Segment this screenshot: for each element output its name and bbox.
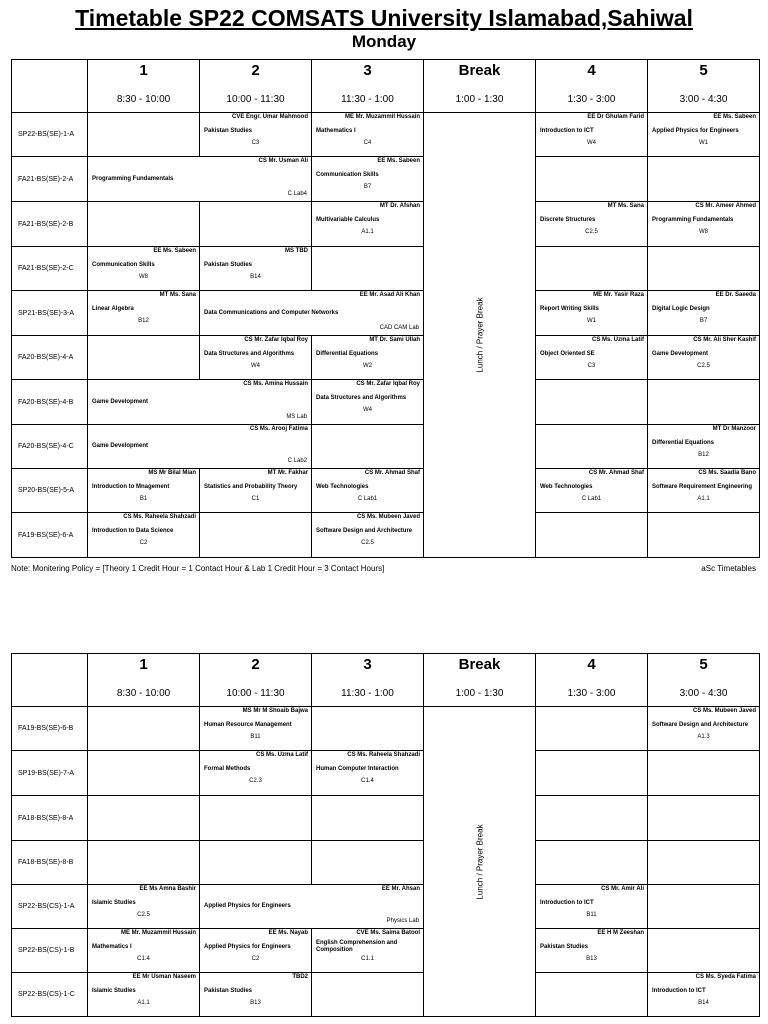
- class-label: FA21-BS(SE)-2-C: [12, 247, 88, 291]
- timetable-cell: [312, 380, 424, 425]
- timetable-cell: [536, 380, 648, 425]
- table-row: [12, 751, 760, 796]
- class-label: FA21-BS(SE)-2-B: [12, 202, 88, 247]
- cell-teacher: MS TBD: [285, 248, 308, 254]
- timetable-cell: [536, 202, 648, 247]
- cell-teacher: EE Ms Amna Bashir: [139, 886, 196, 892]
- timetable-cell: [312, 336, 424, 380]
- cell-room: B14: [698, 1000, 709, 1006]
- cell-teacher: MS Mr M Shoaib Bajwa: [242, 708, 308, 714]
- cell-teacher: EE Ms. Sabeen: [377, 158, 420, 164]
- timetable-cell: [648, 841, 760, 885]
- cell-room: B7: [699, 318, 708, 324]
- class-label: FA20-BS(SE)-4-B: [12, 380, 88, 425]
- cell-teacher: CS Mr. Ahmad Shaf: [364, 470, 420, 476]
- timetable-cell: [312, 707, 424, 751]
- cell-teacher: EE Ms. Sabeen: [153, 248, 196, 254]
- cell-subject: Linear Algebra: [92, 305, 134, 312]
- cell-room: B12: [698, 452, 709, 458]
- period-time: 3:00 - 4:30: [679, 688, 728, 699]
- table-row: [12, 247, 760, 291]
- cell-subject: Communication Skills: [92, 261, 155, 268]
- timetable-cell: [312, 113, 424, 157]
- timetable-cell: [536, 291, 648, 336]
- timetable-cell: [648, 707, 760, 751]
- cell-room: Physics Lab: [386, 918, 419, 924]
- period-time: 1:00 - 1:30: [455, 94, 504, 105]
- period-time: 10:00 - 11:30: [226, 688, 285, 699]
- cell-room: C Lab4: [287, 191, 307, 197]
- period-header: [88, 60, 200, 113]
- table-row: [12, 469, 760, 513]
- cell-subject: Game Development: [92, 399, 149, 405]
- day-title: Monday: [351, 32, 417, 51]
- cell-teacher: CS Ms. Arooj Fatima: [249, 426, 308, 432]
- class-label: FA20-BS(SE)-4-A: [12, 336, 88, 380]
- cell-room: C2.3: [249, 778, 262, 784]
- timetable-cell: [536, 841, 648, 885]
- timetable-cell: [536, 113, 648, 157]
- cell-subject: Human Computer Interaction: [316, 765, 399, 772]
- cell-teacher: ME Mr. Yasir Raza: [593, 292, 644, 298]
- cell-teacher: ME Mr. Muzammil Hussain: [344, 114, 420, 120]
- table-row: [12, 929, 760, 973]
- break-label: Lunch / Prayer Break: [475, 823, 484, 900]
- period-time: 8:30 - 10:00: [116, 94, 171, 105]
- timetable-cell: [648, 929, 760, 973]
- period-number: 2: [251, 62, 260, 79]
- timetable-monday-2: [11, 653, 760, 1017]
- cell-subject: Mathematics I: [92, 943, 132, 950]
- table-row: [12, 707, 760, 751]
- period-number: 1: [139, 656, 148, 673]
- timetable-cell: [312, 929, 424, 973]
- timetable-cell: [536, 469, 648, 513]
- cell-room: C Lab1: [357, 496, 378, 502]
- timetable-cell: [88, 513, 200, 558]
- period-time: 3:00 - 4:30: [679, 94, 728, 105]
- timetable-cell: [312, 202, 424, 247]
- cell-subject: Programming Fundamentals: [92, 176, 174, 182]
- cell-room: C2.5: [361, 540, 374, 546]
- class-label: FA21-BS(SE)-2-A: [12, 157, 88, 202]
- cell-subject: Communication Skills: [316, 171, 379, 178]
- cell-subject: Introduction to ICT: [540, 127, 594, 134]
- timetable-cell: [88, 336, 200, 380]
- class-label: SP22-BS(CS)-1-B: [12, 929, 88, 973]
- timetable-cell: [200, 291, 424, 336]
- table-row: [12, 973, 760, 1017]
- period-time: 10:00 - 11:30: [226, 94, 285, 105]
- timetable-cell: [648, 336, 760, 380]
- timetable-cell: [536, 513, 648, 558]
- class-label: FA18-BS(SE)-8-A: [12, 796, 88, 841]
- cell-teacher: CS Mr. Zafar Iqbal Roy: [356, 381, 420, 387]
- class-label: SP22-BS(SE)-1-A: [12, 113, 88, 157]
- timetable-cell: [200, 973, 312, 1017]
- cell-room: W2: [363, 363, 372, 369]
- corner-cell: [12, 654, 88, 707]
- period-header: [536, 60, 648, 113]
- period-header: [536, 654, 648, 707]
- period-number: 3: [363, 656, 372, 673]
- header-row: [12, 60, 760, 113]
- table-row: [12, 336, 760, 380]
- table-row: [12, 885, 760, 929]
- cell-room: CAD CAM Lab: [379, 325, 419, 331]
- cell-teacher: CS Ms. Uzma Latif: [255, 752, 308, 758]
- cell-subject: Islamic Studies: [92, 899, 136, 906]
- cell-teacher: ME Mr. Muzammil Hussain: [120, 930, 196, 936]
- cell-subject: Discrete Structures: [540, 216, 596, 223]
- cell-teacher: EE Ms. Sabeen: [713, 114, 756, 120]
- timetable-cell: [200, 796, 312, 841]
- period-time: 1:30 - 3:00: [567, 688, 616, 699]
- timetable-cell: [648, 380, 760, 425]
- timetable-cell: [200, 751, 312, 796]
- cell-subject: Object Oriented SE: [540, 350, 595, 357]
- timetable-cell: [200, 885, 424, 929]
- timetable-cell: [536, 336, 648, 380]
- timetable-cell: [312, 973, 424, 1017]
- cell-room: C2.5: [585, 229, 598, 235]
- timetable-cell: [312, 247, 424, 291]
- timetable-cell: [200, 247, 312, 291]
- timetable-cell: [88, 973, 200, 1017]
- cell-subject: Applied Physics for Engineers: [204, 903, 291, 909]
- cell-teacher: EE H M Zeeshan: [597, 930, 644, 936]
- timetable-cell: [88, 707, 200, 751]
- cell-teacher: EE Dr. Saeeda: [715, 292, 756, 298]
- cell-subject: Human Resource Management: [204, 721, 292, 728]
- asc-credit: aSc Timetables: [701, 564, 756, 573]
- class-label: SP21-BS(SE)-3-A: [12, 291, 88, 336]
- cell-subject: Digital Logic Design: [652, 305, 710, 312]
- period-time: 11:30 - 1:00: [341, 688, 394, 699]
- cell-subject: Applied Physics for Engineers: [652, 127, 739, 134]
- cell-room: W8: [699, 229, 708, 235]
- cell-room: A1.3: [697, 734, 710, 740]
- cell-subject: Pakistan Studies: [540, 943, 589, 950]
- class-label: SP19-BS(SE)-7-A: [12, 751, 88, 796]
- timetable-cell: [648, 469, 760, 513]
- period-number: Break: [458, 62, 501, 79]
- timetable-cell: [200, 841, 312, 885]
- cell-room: W4: [363, 407, 372, 413]
- page-title: Timetable SP22 COMSATS University Islamabad,Sahiwal: [75, 5, 693, 31]
- cell-subject: Mathematics I: [316, 127, 356, 134]
- cell-teacher: MT Dr Manzoor: [712, 426, 756, 432]
- table-row: [12, 157, 760, 202]
- timetable-cell: [88, 841, 200, 885]
- timetable-cell: [88, 291, 200, 336]
- timetable-cell: [648, 202, 760, 247]
- cell-room: C3: [587, 363, 596, 369]
- period-number: 4: [587, 656, 596, 673]
- cell-room: C1.4: [137, 956, 150, 962]
- cell-room: W8: [139, 274, 148, 280]
- cell-subject: Software Design and Architecture: [316, 527, 413, 534]
- period-header: [200, 60, 312, 113]
- timetable-cell: [88, 113, 200, 157]
- class-label: SP20-BS(SE)-5-A: [12, 469, 88, 513]
- cell-teacher: CS Ms. Raheela Shahzadi: [123, 514, 196, 520]
- cell-room: C2: [139, 540, 148, 546]
- timetable-cell: [536, 247, 648, 291]
- cell-teacher: TBD2: [292, 974, 308, 980]
- cell-room: B12: [138, 318, 149, 324]
- timetable-cell: [312, 841, 424, 885]
- cell-subject: Differential Equations: [652, 439, 715, 446]
- table-row: [12, 113, 760, 157]
- class-label: FA19-BS(SE)-6-B: [12, 707, 88, 751]
- timetable-cell: [88, 469, 200, 513]
- cell-room: B7: [363, 184, 372, 190]
- cell-subject: Islamic Studies: [92, 987, 136, 994]
- period-time: 1:30 - 3:00: [567, 94, 616, 105]
- corner-cell: [12, 60, 88, 113]
- timetable-cell: [200, 202, 312, 247]
- break-label: Lunch / Prayer Break: [475, 297, 484, 373]
- cell-subject: Pakistan Studies: [204, 987, 253, 994]
- timetable-cell: [200, 929, 312, 973]
- cell-teacher: MT Ms. Sana: [159, 292, 196, 298]
- cell-teacher: MT Ms. Sana: [607, 203, 644, 209]
- timetable-cell: [648, 247, 760, 291]
- timetable-cell: [88, 247, 200, 291]
- timetable-cell: [200, 707, 312, 751]
- timetable-cell: [536, 425, 648, 469]
- period-number: 5: [699, 656, 708, 673]
- timetable-cell: [312, 469, 424, 513]
- period-header: [424, 60, 536, 113]
- cell-teacher: CS Ms. Saadia Bano: [698, 470, 756, 476]
- timetable-cell: [648, 113, 760, 157]
- cell-room: B11: [250, 734, 261, 740]
- table-row: [12, 380, 760, 425]
- cell-teacher: EE Dr Ghulam Farid: [587, 114, 644, 120]
- cell-teacher: EE Mr. Asad Ali Khan: [359, 292, 420, 298]
- timetable-cell: [648, 291, 760, 336]
- cell-room: C Lab1: [581, 496, 602, 502]
- period-number: 1: [139, 62, 148, 79]
- period-time: 1:00 - 1:30: [455, 688, 504, 699]
- cell-room: C2.5: [137, 912, 150, 918]
- timetable-cell: [88, 929, 200, 973]
- cell-teacher: CS Mr. Usman Ali: [258, 158, 308, 164]
- timetable-cell: [536, 885, 648, 929]
- timetable-cell: [648, 796, 760, 841]
- cell-room: C1: [251, 496, 260, 502]
- timetable-cell: [312, 157, 424, 202]
- timetable-cell: [312, 513, 424, 558]
- cell-teacher: CVE Engr. Umar Mahmood: [231, 114, 308, 120]
- timetable-cell: [536, 973, 648, 1017]
- timetable-cell: [200, 513, 312, 558]
- cell-teacher: CS Ms. Uzma Latif: [591, 337, 644, 343]
- period-time: 8:30 - 10:00: [116, 688, 171, 699]
- cell-room: B14: [250, 274, 261, 280]
- cell-room: W4: [251, 363, 260, 369]
- timetable-cell: [88, 380, 312, 425]
- cell-room: A1.1: [697, 496, 710, 502]
- cell-room: C2.5: [697, 363, 710, 369]
- timetable-cell: [536, 796, 648, 841]
- timetable-cell: [648, 425, 760, 469]
- class-label: FA18-BS(SE)-8-B: [12, 841, 88, 885]
- timetable-cell: [88, 157, 312, 202]
- table-row: [12, 425, 760, 469]
- cell-subject: Differential Equations: [316, 350, 379, 357]
- cell-subject: Game Development: [92, 443, 149, 449]
- period-time: 11:30 - 1:00: [341, 94, 394, 105]
- table-row: [12, 796, 760, 841]
- cell-teacher: CS Mr. Ahmad Shaf: [588, 470, 644, 476]
- cell-room: B13: [586, 956, 597, 962]
- period-header: [648, 654, 760, 707]
- cell-teacher: CS Mr. Zafar Iqbal Roy: [244, 337, 308, 343]
- cell-subject: Statistics and Probability Theory: [204, 483, 298, 490]
- class-label: SP22-BS(CS)-1-A: [12, 885, 88, 929]
- timetable-cell: [312, 751, 424, 796]
- cell-room: W1: [699, 140, 708, 146]
- cell-room: C1.1: [361, 956, 374, 962]
- period-header: [312, 60, 424, 113]
- timetable-cell: [200, 113, 312, 157]
- table-row: [12, 513, 760, 558]
- cell-teacher: CS Mr. Ameer Ahmed: [695, 203, 756, 209]
- class-label: SP22-BS(CS)-1-C: [12, 973, 88, 1017]
- cell-subject: Introduction to ICT: [652, 987, 706, 994]
- cell-teacher: MT Dr. Sami Ullah: [369, 337, 420, 343]
- cell-teacher: CS Ms. Mubeen Javed: [692, 708, 756, 714]
- cell-teacher: EE Mr. Ahsan: [381, 886, 420, 892]
- cell-subject: Data Structures and Algorithms: [316, 394, 407, 401]
- cell-room: W4: [587, 140, 596, 146]
- table-row: [12, 841, 760, 885]
- cell-teacher: CS Ms. Amina Hussain: [243, 381, 308, 387]
- timetable-cell: [200, 469, 312, 513]
- cell-subject: Data Communications and Computer Networks: [204, 310, 339, 316]
- timetable-cell: [88, 751, 200, 796]
- cell-subject: Applied Physics for Engineers: [204, 943, 291, 950]
- cell-teacher: CS Mr. Ali Sher Kashif: [693, 337, 756, 343]
- period-number: 4: [587, 62, 596, 79]
- cell-room: C3: [251, 140, 260, 146]
- period-number: 3: [363, 62, 372, 79]
- class-label: FA19-BS(SE)-6-A: [12, 513, 88, 558]
- cell-subject: Introduction to Data Science: [92, 527, 174, 534]
- cell-teacher: MT Dr. Afshan: [379, 203, 420, 209]
- period-header: [200, 654, 312, 707]
- cell-subject: Web Technologies: [540, 483, 593, 490]
- timetable-cell: [536, 707, 648, 751]
- period-number: 2: [251, 656, 260, 673]
- table-row: [12, 202, 760, 247]
- timetable-cell: [648, 513, 760, 558]
- cell-subject: Introduction to Mnagement: [92, 483, 170, 490]
- timetable-cell: [536, 929, 648, 973]
- cell-subject: Game Development: [652, 350, 709, 357]
- cell-teacher: CS Ms. Syeda Fatima: [695, 974, 756, 980]
- cell-subject: Software Requirement Engineering: [652, 483, 753, 490]
- cell-subject: Software Design and Architecture: [652, 721, 749, 728]
- break-column: [424, 113, 536, 558]
- cell-subject: Pakistan Studies: [204, 261, 253, 268]
- timetable-monday-1: [11, 59, 760, 558]
- cell-room: C Lab2: [287, 458, 307, 464]
- timetable-cell: [88, 885, 200, 929]
- period-header: [424, 654, 536, 707]
- cell-subject: Multivariable Calculus: [316, 216, 380, 223]
- cell-subject: Introduction to ICT: [540, 899, 594, 906]
- cell-teacher: EE Ms. Nayab: [268, 930, 308, 936]
- cell-teacher: CS Ms. Raheela Shahzadi: [347, 752, 420, 758]
- cell-room: C1.4: [361, 778, 374, 784]
- break-column: [424, 707, 536, 1017]
- cell-room: B1: [139, 496, 148, 502]
- timetable-cell: [312, 425, 424, 469]
- timetable-cell: [648, 751, 760, 796]
- cell-room: A1.1: [137, 1000, 150, 1006]
- timetable-cell: [88, 202, 200, 247]
- timetable-cell: [536, 751, 648, 796]
- cell-room: A1.1: [361, 229, 374, 235]
- period-header: [88, 654, 200, 707]
- cell-subject: Report Writing Skills: [540, 305, 599, 312]
- period-header: [648, 60, 760, 113]
- cell-subject: Formal Methods: [204, 765, 251, 772]
- timetable-cell: [648, 885, 760, 929]
- period-number: 5: [699, 62, 708, 79]
- timetable-cell: [88, 796, 200, 841]
- cell-room: B13: [250, 1000, 261, 1006]
- cell-room: B11: [586, 912, 597, 918]
- timetable-cell: [648, 157, 760, 202]
- cell-subject: Programming Fundamentals: [652, 216, 734, 223]
- cell-subject: Data Structures and Algorithms: [204, 350, 295, 357]
- cell-room: C2: [251, 956, 260, 962]
- header-row: [12, 654, 760, 707]
- cell-subject: Web Technologies: [316, 483, 369, 490]
- cell-room: W1: [587, 318, 596, 324]
- table-row: [12, 291, 760, 336]
- period-number: Break: [458, 656, 501, 673]
- cell-teacher: CS Mr. Amir Ali: [601, 886, 644, 892]
- cell-teacher: EE Mr Usman Naseem: [132, 974, 196, 980]
- cell-teacher: CVE Ms. Saima Batool: [356, 930, 420, 936]
- timetable-cell: [312, 796, 424, 841]
- timetable-cell: [536, 157, 648, 202]
- policy-note: Note: Monitering Policy = [Theory 1 Credit Hour = 1 Contact Hour & Lab 1 Credit Hour = 3 Contact Hours]: [11, 564, 385, 573]
- cell-subject: Pakistan Studies: [204, 127, 253, 134]
- cell-room: MS Lab: [286, 414, 307, 420]
- cell-teacher: CS Ms. Mubeen Javed: [356, 514, 420, 520]
- cell-subject: English Comprehension and Composition: [316, 940, 398, 953]
- class-label: FA20-BS(SE)-4-C: [12, 425, 88, 469]
- timetable-cell: [200, 336, 312, 380]
- timetable-cell: [648, 973, 760, 1017]
- cell-room: C4: [363, 140, 372, 146]
- cell-teacher: MT Mr. Fakhar: [267, 470, 308, 476]
- cell-teacher: MS Mr Bilal Mian: [148, 470, 196, 476]
- period-header: [312, 654, 424, 707]
- timetable-cell: [88, 425, 312, 469]
